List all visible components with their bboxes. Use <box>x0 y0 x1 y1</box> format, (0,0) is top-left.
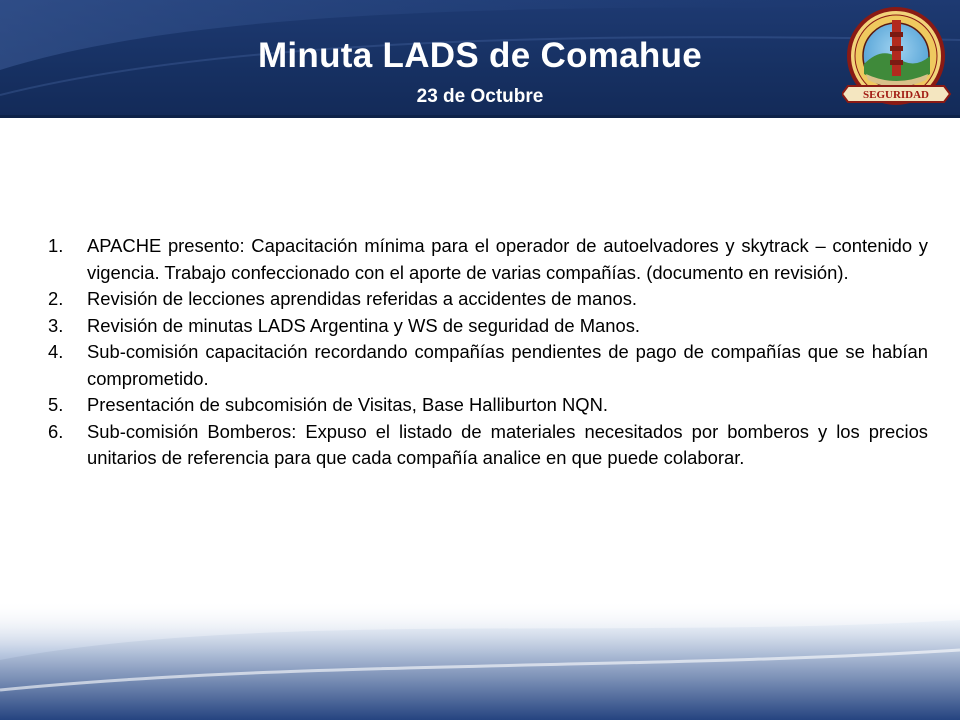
item-number: 1. <box>48 235 64 256</box>
item-text: Sub-comisión capacitación recordando compañías pendientes de pago de compañías que se habían comprometido. <box>87 341 928 389</box>
item-text: APACHE presento: Capacitación mínima para el operador de autoelvadores y skytrack – contenido y vigencia. Trabajo confeccionado con el aporte de varias compañías. (documento en revisión). <box>87 235 928 283</box>
header-border <box>0 115 960 118</box>
page-title: Minuta LADS de Comahue <box>257 36 703 75</box>
item-text: Revisión de lecciones aprendidas referidas a accidentes de manos. <box>87 288 637 309</box>
list-item <box>48 339 928 392</box>
footer-swoosh-decoration <box>0 600 960 720</box>
item-number: 3. <box>48 314 64 336</box>
item-number: 4. <box>48 341 64 362</box>
page-subtitle: 23 de Octubre <box>416 86 544 107</box>
item-number: 2. <box>48 288 64 309</box>
list-item <box>48 392 928 419</box>
seguridad-seal-icon <box>842 4 956 114</box>
item-number: 5. <box>48 394 64 415</box>
item-number: 6. <box>48 420 64 442</box>
list-item <box>48 419 928 472</box>
item-text: Presentación de subcomisión de Visitas, Base Halliburton NQN. <box>87 394 608 415</box>
svg-text:SEGURIDAD: SEGURIDAD <box>862 89 930 101</box>
list-item <box>48 286 928 313</box>
list-item <box>48 313 928 340</box>
item-text: Sub-comisión Bomberos: Expuso el listado de materiales necesitados por bomberos y los precios unitarios de referencia para que cada compañía analice en que puede colaborar. <box>87 420 928 468</box>
minutes-list <box>48 233 928 472</box>
list-item <box>48 233 928 286</box>
header-band <box>0 0 960 118</box>
item-text: Revisión de minutas LADS Argentina y WS de seguridad de Manos. <box>87 314 641 336</box>
